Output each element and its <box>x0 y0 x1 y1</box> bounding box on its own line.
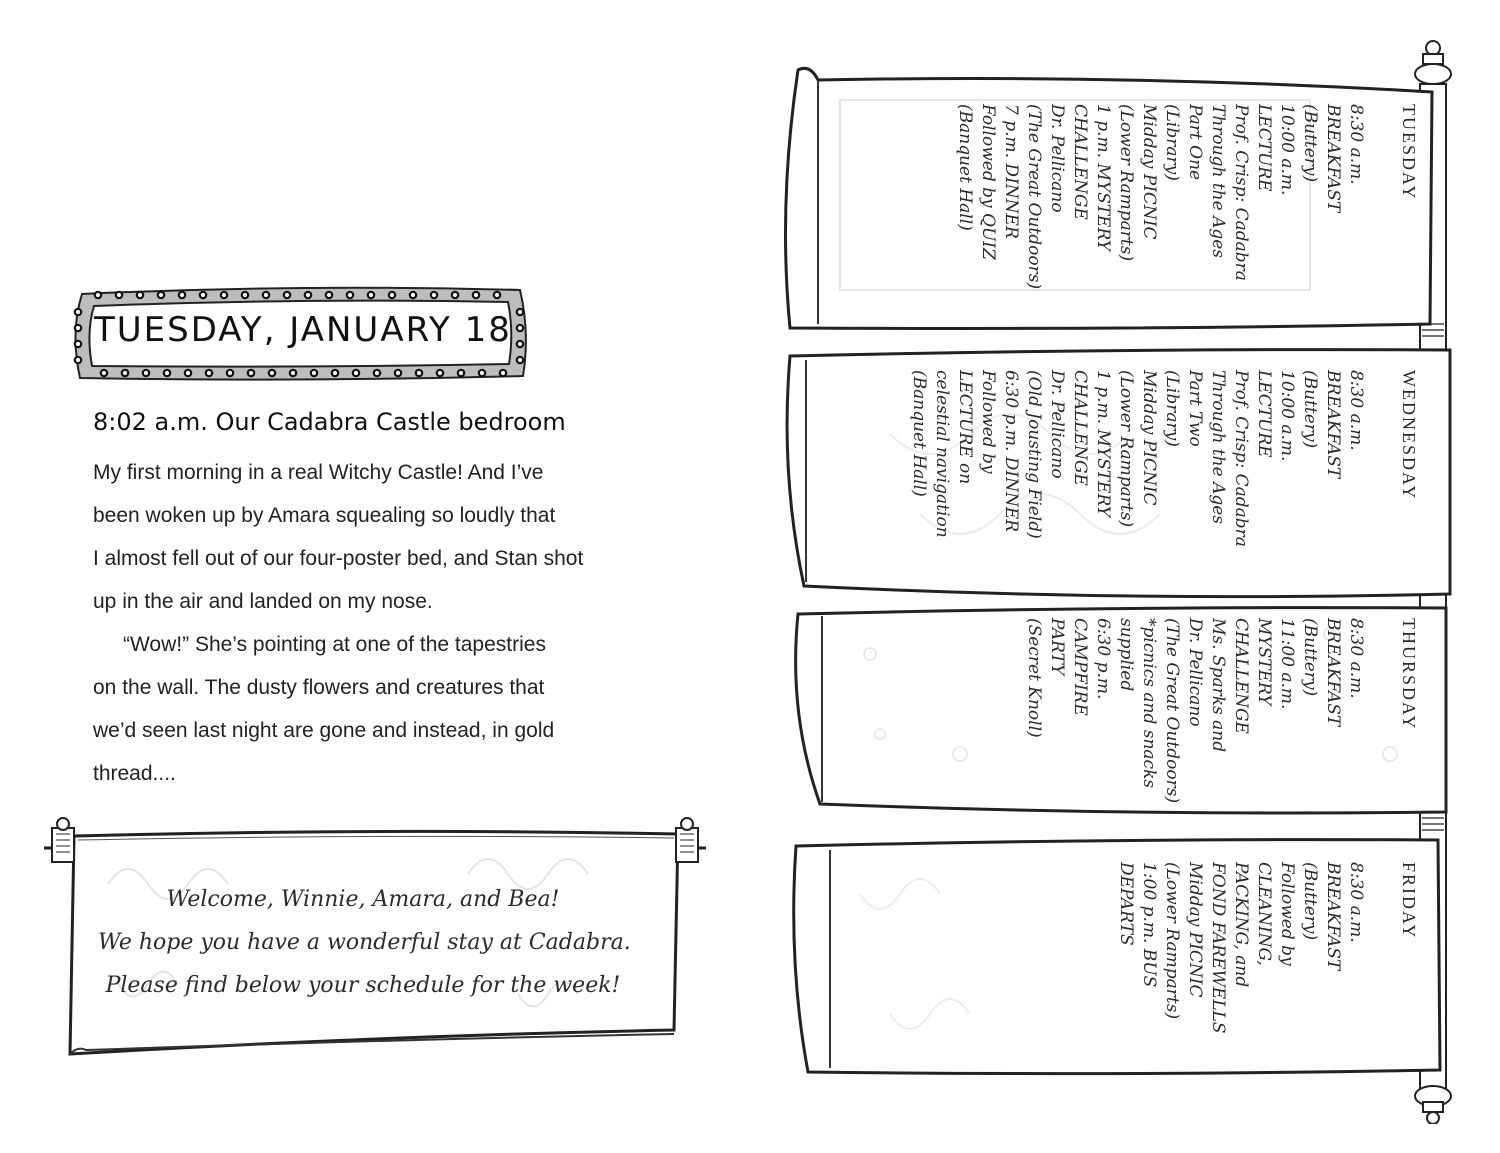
schedule-line: 6:30 p.m. <box>1093 618 1113 700</box>
schedule-line: Followed by <box>978 370 998 474</box>
schedule-line: 10:00 a.m. <box>1277 104 1297 196</box>
schedule-line: (The Great Outdoors) <box>1024 104 1044 290</box>
finial-bottom-icon <box>1415 1086 1451 1124</box>
schedule-line: LECTURE <box>1254 370 1274 458</box>
schedule-line: FOND FAREWELLS <box>1208 862 1228 1034</box>
welcome-message <box>98 878 631 1007</box>
entry-heading: 8:02 a.m. Our Cadabra Castle bedroom <box>93 408 566 436</box>
schedule-line: (Old Jousting Field) <box>1024 370 1044 539</box>
schedule-line: 10:00 a.m. <box>1277 370 1297 462</box>
schedule-line: Followed by QUIZ <box>978 104 998 260</box>
schedule-line: 1 p.m. MYSTERY <box>1093 370 1113 517</box>
schedule-line: (Secret Knoll) <box>1024 618 1044 738</box>
schedule-line: (Lower Ramparts) <box>1116 370 1136 528</box>
schedule-line: BREAKFAST <box>1323 104 1343 213</box>
schedule-line: 8:30 a.m. <box>1346 104 1366 185</box>
schedule-line: BREAKFAST <box>1323 618 1343 727</box>
schedule-line: 7 p.m. DINNER <box>1001 104 1021 239</box>
schedule-line: 8:30 a.m. <box>1346 862 1366 943</box>
day-name: WEDNESDAY <box>1399 370 1419 501</box>
page-date-title: TUESDAY, JANUARY 18 <box>94 310 512 350</box>
schedule-line: *picnics and snacks <box>1139 618 1159 789</box>
schedule-line: (Buttery) <box>1300 370 1320 449</box>
schedule-line: Prof. Crisp: Cadabra <box>1231 104 1251 281</box>
schedule-line: PARTY <box>1047 618 1067 676</box>
schedule-line: 1:00 p.m. BUS <box>1139 862 1159 988</box>
schedule-line: Dr. Pellicano <box>1047 370 1067 479</box>
schedule-line: 8:30 a.m. <box>1346 370 1366 451</box>
schedule-line: Through the Ages <box>1208 104 1228 259</box>
schedule-line: Midday PICNIC <box>1139 104 1159 240</box>
schedule-line: LECTURE <box>1254 104 1274 192</box>
schedule-line: Followed by <box>1277 862 1297 966</box>
schedule-line: 11:00 a.m. <box>1277 618 1297 710</box>
schedule-line: (Buttery) <box>1300 862 1320 941</box>
schedule-line: (Banquet Hall) <box>955 104 975 231</box>
day-name: TUESDAY <box>1399 104 1419 201</box>
schedule-line: Part Two <box>1185 370 1205 447</box>
schedule-line: CHALLENGE <box>1070 104 1090 220</box>
schedule-friday-text <box>1114 862 1420 1034</box>
schedule-thursday-text <box>1022 618 1420 803</box>
schedule-line: supplied <box>1116 618 1136 692</box>
schedule-friday <box>812 862 1420 1062</box>
schedule-line: (Buttery) <box>1300 618 1320 697</box>
schedule-line: (Banquet Hall) <box>909 370 929 497</box>
entry-line: I almost fell out of our four-poster bed, and Stan shot <box>93 547 584 570</box>
schedule-line: PACKING, and <box>1231 862 1251 988</box>
schedule-line: CHALLENGE <box>1070 370 1090 486</box>
schedule-line: (Library) <box>1162 370 1182 447</box>
schedule-thursday <box>812 618 1420 818</box>
schedule-line: MYSTERY <box>1254 618 1274 706</box>
entry-line: “Wow!” She’s pointing at one of the tapestries <box>123 633 546 656</box>
welcome-line: Welcome, Winnie, Amara, and Bea! <box>166 887 560 912</box>
schedule-line: 1 p.m. MYSTERY <box>1093 104 1113 251</box>
schedule-line: celestial navigation <box>932 370 952 538</box>
entry-line: we’d seen last night are gone and instead, in gold <box>93 719 555 742</box>
schedule-line: Through the Ages <box>1208 370 1228 525</box>
welcome-line: Please find below your schedule for the week! <box>105 973 621 998</box>
schedule-line: Midday PICNIC <box>1139 370 1159 506</box>
schedule-line: LECTURE on <box>955 370 975 485</box>
schedule-line: Dr. Pellicano <box>1047 104 1067 213</box>
entry-line: thread.... <box>93 762 176 785</box>
schedule-line: 6:30 p.m. DINNER <box>1001 370 1021 533</box>
schedule-line: (Lower Ramparts) <box>1116 104 1136 262</box>
schedule-line: (Lower Ramparts) <box>1162 862 1182 1020</box>
welcome-scroll <box>38 814 710 1064</box>
schedule-line: (Buttery) <box>1300 104 1320 183</box>
schedule-line: Dr. Pellicano <box>1185 618 1205 727</box>
day-name: FRIDAY <box>1399 862 1419 940</box>
entry-line: on the wall. The dusty flowers and creatures that <box>93 676 545 699</box>
entry-line: My first morning in a real Witchy Castle! And I’ve <box>93 461 544 484</box>
schedule-wednesday <box>812 370 1420 570</box>
schedule-line: Part One <box>1185 104 1205 181</box>
schedule-line: CAMPFIRE <box>1070 618 1090 716</box>
schedule-line: Ms. Sparks and <box>1208 618 1228 753</box>
schedule-line: CLEANING, <box>1254 862 1274 966</box>
entry-body <box>93 451 653 795</box>
schedule-line: 8:30 a.m. <box>1346 618 1366 699</box>
finial-top-icon <box>1415 41 1451 84</box>
day-name: THURSDAY <box>1399 618 1419 731</box>
schedule-line: Midday PICNIC <box>1185 862 1205 998</box>
entry-line: up in the air and landed on my nose. <box>93 590 433 613</box>
entry-line: been woken up by Amara squealing so loudly that <box>93 504 556 527</box>
schedule-line: CHALLENGE <box>1231 618 1251 734</box>
schedule-wednesday-text <box>907 370 1420 547</box>
schedule-line: (The Great Outdoors) <box>1162 618 1182 804</box>
welcome-line: We hope you have a wonderful stay at Cadabra. <box>98 930 631 955</box>
schedule-tuesday <box>812 104 1420 304</box>
schedule-line: Prof. Crisp: Cadabra <box>1231 370 1251 547</box>
schedule-line: BREAKFAST <box>1323 370 1343 479</box>
date-banner <box>68 282 530 384</box>
schedule-line: (Library) <box>1162 104 1182 181</box>
schedule-tuesday-text <box>953 104 1420 289</box>
schedule-line: DEPARTS <box>1116 862 1136 946</box>
schedule-line: BREAKFAST <box>1323 862 1343 971</box>
